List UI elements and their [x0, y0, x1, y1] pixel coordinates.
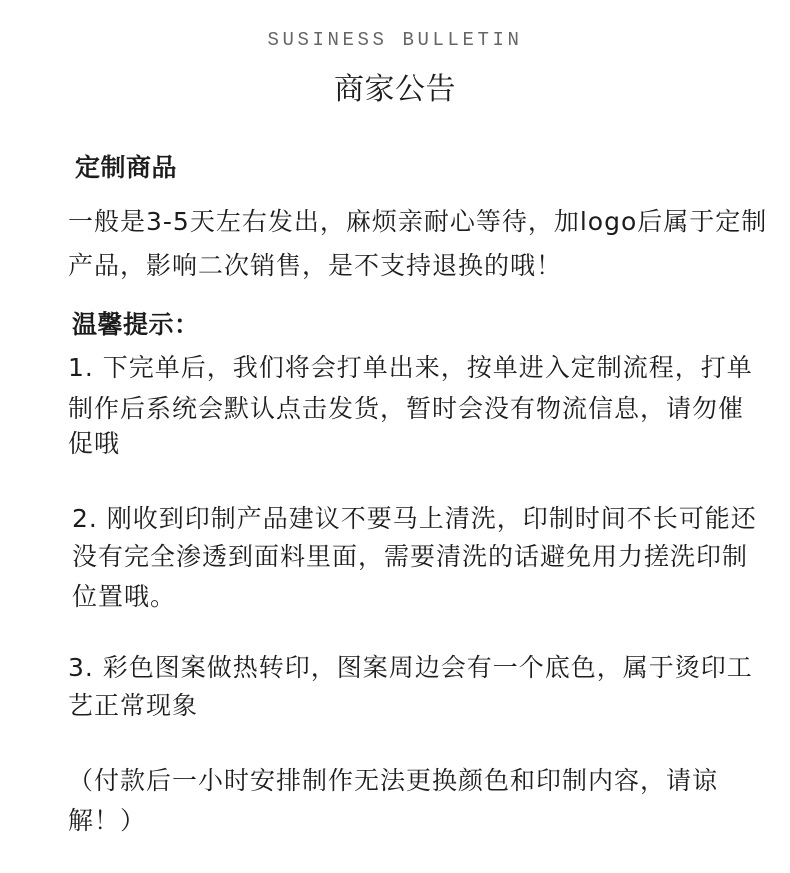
custom-product-line: 一般是3-5天左右发出，麻烦亲耐心等待，加logo后属于定制: [68, 207, 768, 236]
tip-item-line: 制作后系统会默认点击发货，暂时会没有物流信息，请勿催: [68, 394, 745, 423]
bulletin-title-chinese: 商家公告: [334, 72, 456, 107]
custom-product-line: 产品，影响二次销售，是不支持退换的哦！: [68, 251, 563, 280]
bulletin-title-english: SUSINESS BULLETIN: [267, 29, 523, 51]
tip-item-line: 没有完全渗透到面料里面，需要清洗的话避免用力搓洗印制: [72, 542, 749, 571]
tip-item-line: 艺正常现象: [68, 691, 199, 720]
tip-item-line: 3. 彩色图案做热转印，图案周边会有一个底色，属于烫印工: [68, 653, 753, 682]
payment-note-line: 解！）: [68, 806, 147, 835]
tip-item-line: 2. 刚收到印制产品建议不要马上清洗，印制时间不长可能还: [72, 504, 757, 533]
tip-item-line: 促哦: [68, 429, 121, 458]
tip-item-line: 1. 下完单后，我们将会打单出来，按单进入定制流程，打单: [68, 353, 753, 382]
custom-product-heading: 定制商品: [75, 153, 178, 182]
tip-item-line: 位置哦。: [72, 582, 177, 611]
tips-heading: 温馨提示：: [72, 310, 200, 339]
payment-note-line: （付款后一小时安排制作无法更换颜色和印制内容，请谅: [68, 766, 719, 795]
